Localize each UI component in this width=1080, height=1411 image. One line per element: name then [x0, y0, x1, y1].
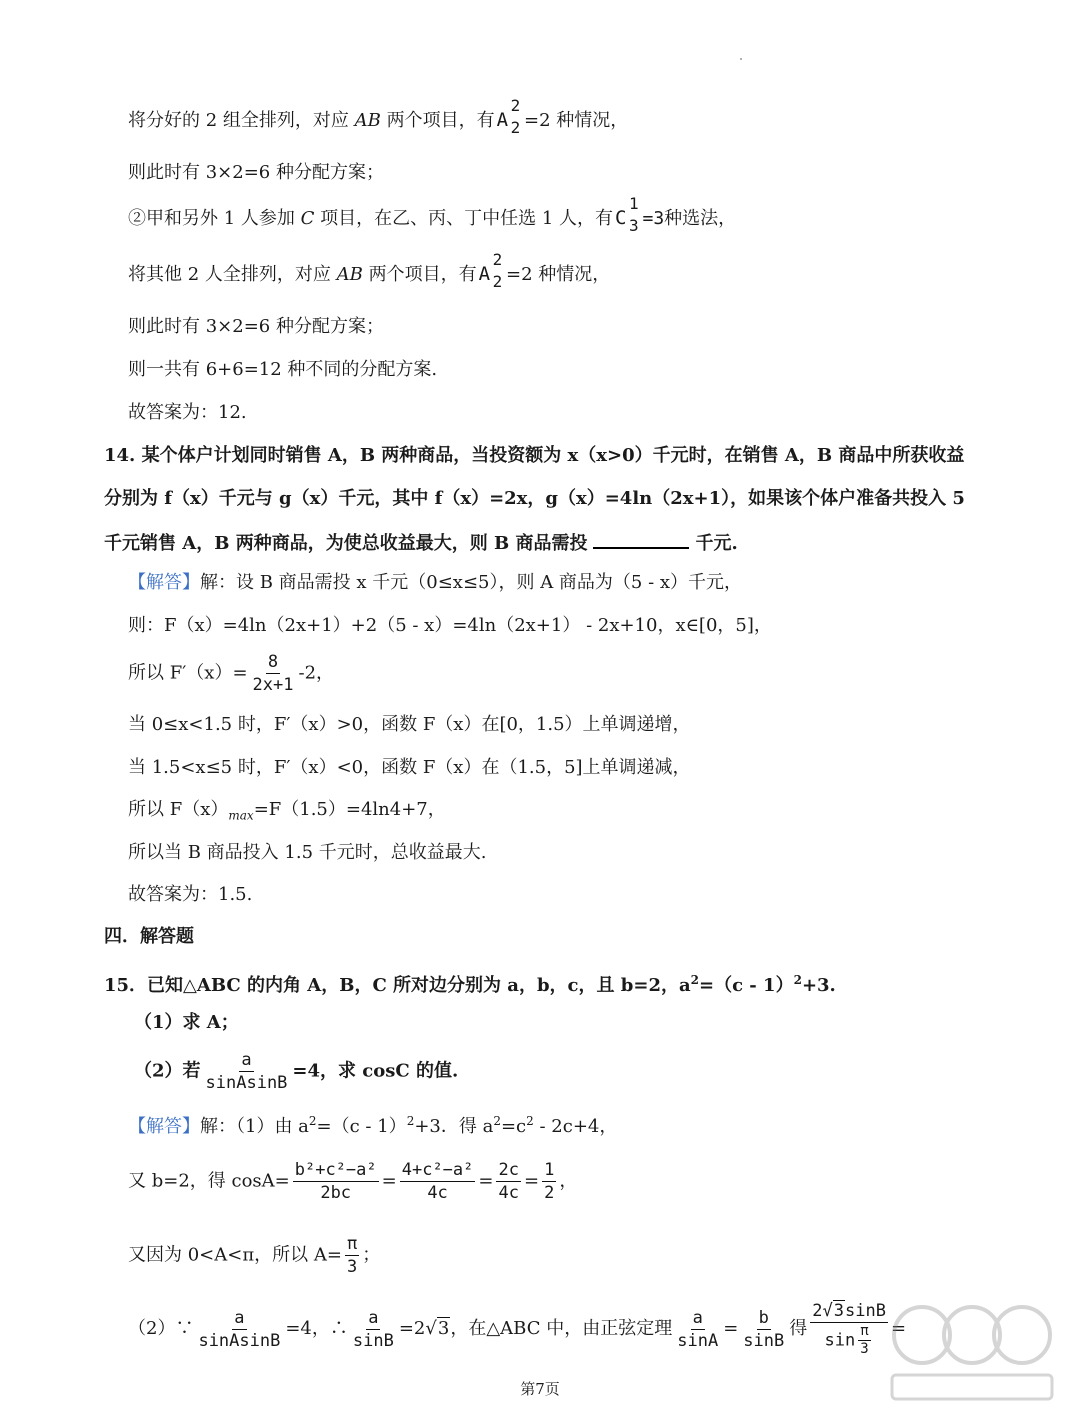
fraction: $\frac{\text{b²+c²−a²}}{2bc}$: [294, 1160, 377, 1203]
permutation-symbol: A 2 2: [478, 250, 503, 291]
solution-line: 【解答】解：设 B 商品需投 x 千元（0≤x≤5），则 A 商品为（5 - x）千元，: [128, 572, 743, 593]
fraction: $\frac{\pi}{3}$: [860, 1323, 869, 1357]
solution-line: 所以当 B 商品投入 1.5 千元时，总收益最大.: [128, 842, 487, 863]
fraction: $\frac{a}{\text{sinAsinB}}$: [198, 1307, 281, 1351]
solution-line: 所以 $F(x)_{max}=F(1.5)=4\ln 4+7$，: [128, 799, 446, 823]
page-number: 第7页: [520, 1380, 560, 1398]
text-line: 则一共有 6+6=12 种不同的分配方案.: [128, 359, 438, 380]
permutation-symbol: A 2 2: [496, 96, 521, 137]
text-line: 故答案为：12.: [128, 402, 247, 423]
fraction: $\frac{a}{\text{sinAsinB}}$: [205, 1050, 288, 1093]
solution-line: 故答案为：1.5.: [128, 884, 253, 905]
question-14-line-3: 千元销售 A，B 两种商品，为使总收益最大，则 B 商品需投 千元.: [104, 529, 738, 556]
fraction: $\frac{a}{\sin A}$: [677, 1307, 719, 1351]
fraction: $\frac{1}{2}$: [544, 1160, 555, 1203]
solution-line: （2）∵ $\frac{a}{\text{sinAsinB}}$ =4，∴ $\frac{a}{\sin B}$ =2√3，在△ABC 中，由正弦定理 $\frac{a}{\sin A}$ = $\frac{b}{\sin B}$ 得 2√3sinB sin $\frac{\pi}{3}$ =: [128, 1301, 907, 1357]
question-15-line-1: 15．已知△ABC 的内角 A，B，C 所对边分别为 a，b，c，且 b=2，$a^2=(c - 1)^2+3$.: [104, 973, 836, 996]
fraction: $\frac{2c}{4c}$: [498, 1160, 519, 1203]
text-line: 则此时有 3×2=6 种分配方案；: [128, 316, 384, 337]
solution-line: 所以 F′（x）= $\frac{8}{2x+1}$ -2，: [128, 652, 335, 695]
solution-line: 则：F（x）=4ln（2x+1）+2（5 - x）=4ln（2x+1） - 2x+10，x∈[0，5]，: [128, 615, 772, 636]
question-14-line-2: 分别为 f（x）千元与 g（x）千元，其中 f（x）=2x，g（x）=4ln（2x+1），如果该个体户准备共投入 5: [104, 488, 965, 509]
fraction: $\frac{a}{\sin B}$: [352, 1307, 394, 1351]
solution-line: 又 b=2，得 cosA= $\frac{\text{b²+c²−a²}}{2bc}$ = $\frac{\text{4+c²−a²}}{4c}$ = $\frac{2c}{4c}$ = $\frac{1}{2}$ ，: [128, 1160, 578, 1203]
solution-line: 又因为 0<A<π，所以 A= $\frac{\pi}{3}$ ；: [128, 1234, 381, 1277]
fraction: $\frac{\pi}{3}$: [346, 1234, 358, 1277]
solution-line: 当 0≤x<1.5 时，F′（x）>0，函数 F（x）在[0，1.5）上单调递增，: [128, 714, 691, 735]
combination-symbol: C 1 3: [615, 194, 639, 235]
solution-tag: 【解答】: [128, 572, 200, 593]
text-line: 将其他 2 人全排列，对应 AB 两个项目，有 A 2 2 =2 种情况，: [128, 250, 611, 291]
sqrt-sign: √: [425, 1318, 437, 1339]
solution-tag: 【解答】: [128, 1116, 200, 1137]
solution-line: 当 1.5<x≤5 时，F′（x）<0，函数 F（x）在（1.5，5]上单调递减，: [128, 757, 691, 778]
fraction: $\frac{b}{\sin B}$: [743, 1307, 785, 1351]
text-line: 则此时有 3×2=6 种分配方案；: [128, 162, 384, 183]
solution-line: 【解答】解：（1）由 $a^2=(c - 1)^2+3$．得 $a^2=c^2 - 2c+4$，: [128, 1114, 618, 1137]
speck: [740, 58, 742, 60]
answer-blank: [593, 529, 689, 549]
section-heading: 四．解答题: [104, 926, 194, 947]
fraction: $\frac{\text{4+c²−a²}}{4c}$: [401, 1160, 474, 1203]
question-15-part-2: （2）若 $\frac{a}{\text{sinAsinB}}$ =4，求 cosC 的值.: [134, 1050, 459, 1093]
watermark-logo: [882, 1295, 1062, 1405]
question-15-part-1: （1）求 A；: [134, 1012, 239, 1033]
fraction: $\frac{8}{2x+1}$: [252, 652, 294, 695]
text-line: ②甲和另外 1 人参加 C 项目，在乙、丙、丁中任选 1 人，有 C 1 3 =3种选法，: [128, 194, 737, 235]
question-14-line-1: 14. 某个体户计划同时销售 A，B 两种商品，当投资额为 x（x>0）千元时，在销售 A，B 商品中所获收益: [104, 445, 965, 466]
fraction: 2√3sinB sin $\frac{\pi}{3}$: [812, 1301, 886, 1357]
text-line: 将分好的 2 组全排列，对应 AB 两个项目，有 A 2 2 =2 种情况，: [128, 96, 629, 137]
